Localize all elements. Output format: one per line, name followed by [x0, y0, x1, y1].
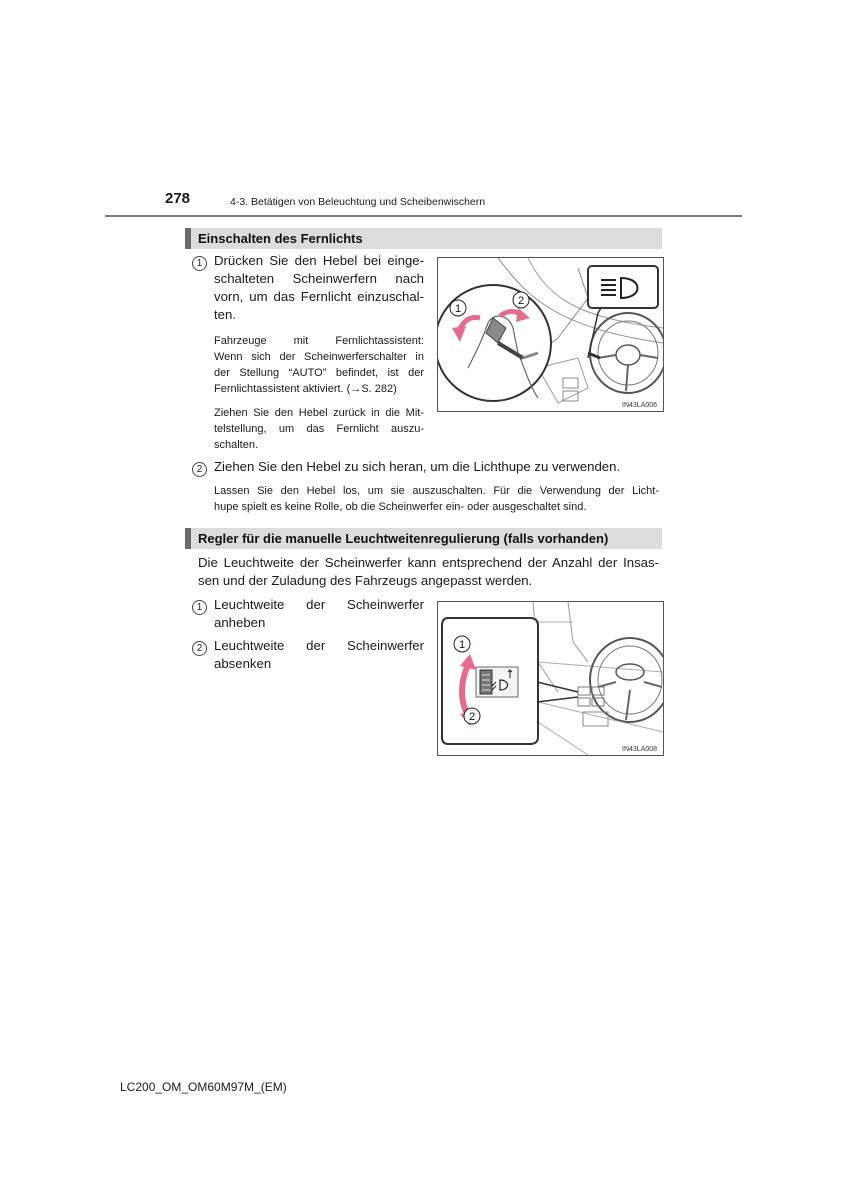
figure-level-dial [437, 601, 664, 756]
step-1-note-high-beam-assist: Fahrzeuge mit Fernlichtassistent: Wenn sich der Scheinwerferschalter in der Stellung “AUTO” befindet, ist der Fernlichtassistent aktiviert. (→S. 282) [214, 335, 424, 395]
step-number-1: 1 [192, 256, 207, 271]
figure-code: IN43LA006 [622, 402, 658, 409]
page-number: 278 [165, 190, 191, 207]
level-dial-illustration [438, 602, 663, 755]
step-1-note-switch-off: Ziehen Sie den Hebel zurück in die Mit- telstellung, um das Fernlicht auszu- schalten. [214, 407, 424, 451]
section-2-intro: Die Leuchtweite der Scheinwerfer kann entsprechend der Anzahl der Insas- sen und der Zuladung des Fahrzeugs angepasst werden. [198, 555, 659, 588]
section-heading-level-control [185, 528, 662, 549]
callout-2: 2 [468, 711, 476, 723]
lower-headlight-text: Leuchtweite der Scheinwerfer absenken [214, 638, 424, 671]
step-number-lower: 2 [192, 641, 207, 656]
section-marker [185, 228, 191, 249]
step-2-note: Lassen Sie den Hebel los, um sie auszuschalten. Für die Verwendung der Licht- hupe spielt es keine Rolle, ob die Scheinwerfer ein- oder ausgeschaltet sind. [214, 485, 659, 513]
header-rule [105, 215, 742, 217]
section-heading-high-beam [185, 228, 662, 249]
step-number-2: 2 [192, 462, 207, 477]
callout-1: 1 [458, 639, 466, 651]
section-marker [185, 528, 191, 549]
step-2-text: Ziehen Sie den Hebel zu sich heran, um die Lichthupe zu verwenden. [214, 459, 621, 474]
footer-document-code: LC200_OM_OM60M97M_(EM) [120, 1080, 287, 1094]
callout-2: 2 [517, 295, 525, 307]
chapter-title: 4-3. Betätigen von Beleuchtung und Scheibenwischern [230, 196, 486, 208]
step-1-text: Drücken Sie den Hebel bei einge- schalteten Scheinwerfern nach vorn, um das Fernlicht einzuschal- ten. [214, 253, 424, 322]
section-title: Regler für die manuelle Leuchtweitenregulierung (falls vorhanden) [198, 531, 609, 546]
figure-code: IN43LA008 [622, 746, 658, 753]
section-title: Einschalten des Fernlichts [198, 231, 363, 246]
headlight-lever-illustration [438, 258, 663, 411]
figure-headlight-lever [437, 257, 664, 412]
step-number-raise: 1 [192, 600, 207, 615]
raise-headlight-text: Leuchtweite der Scheinwerfer anheben [214, 597, 424, 630]
callout-1: 1 [454, 303, 462, 315]
